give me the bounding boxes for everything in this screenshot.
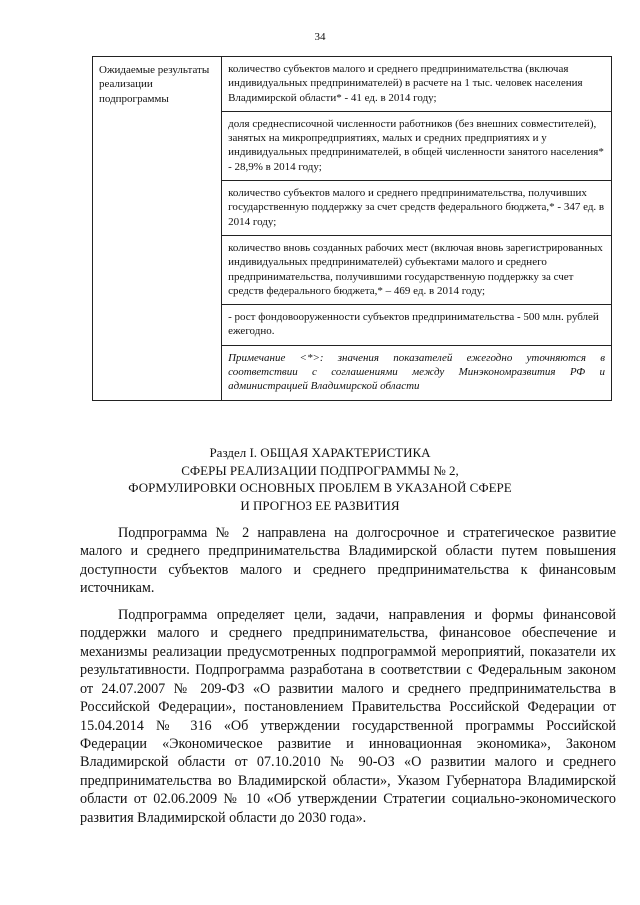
- table-label-cell: Ожидаемые результаты реализации подпрограммы: [93, 57, 222, 401]
- section-body: [80, 524, 616, 835]
- table-value-cell: [222, 57, 612, 401]
- result-item: количество субъектов малого и среднего предпринимательства (включая индивидуальных предпринимателей) в расчете на 1 тыс. человек населения Владимирской области* - 41 ед. в 2014 году;: [222, 57, 611, 112]
- heading-line: И ПРОГНОЗ ЕЕ РАЗВИТИЯ: [240, 497, 400, 513]
- heading-line: СФЕРЫ РЕАЛИЗАЦИИ ПОДПРОГРАММЫ № 2,: [181, 462, 459, 478]
- paragraph: Подпрограмма определяет цели, задачи, направления и формы финансовой поддержки малого и среднего предпринимательства, финансовое обеспечение и механизмы реализации предусмотренных подпрограммой мероприятий, показатели их результативности. Подпрограмма разработана в соответствии с Федеральным законом от 24.07.2007 № 209-ФЗ «О развитии малого и среднего предпринимательства в Российской Федерации», постановлением Правительства Российской Федерации от 15.04.2014 № 316 «Об утверждении государственной программы Российской Федерации «Экономическое развитие и инновационная экономика», Законом Владимирской области от 07.10.2010 № 90-ОЗ «О развитии малого и среднего предпринимательства во Владимирской области», Указом Губернатора Владимирской области от 02.06.2009 № 10 «Об утверждении Стратегии социально-экономического развития Владимирской области до 2030 года».: [80, 606, 616, 826]
- table-row: [93, 57, 612, 401]
- paragraph: Подпрограмма № 2 направлена на долгосрочное и стратегическое развитие малого и среднего предпринимательства Владимирской области путем повышения доступности субъектов малого и среднего предпринимательства к финансовым источникам.: [80, 525, 616, 597]
- results-table: [92, 56, 612, 401]
- heading-line: ФОРМУЛИРОВКИ ОСНОВНЫХ ПРОБЛЕМ В УКАЗАНОЙ СФЕРЕ: [128, 480, 512, 496]
- result-item: - рост фондовооруженности субъектов предпринимательства - 500 млн. рублей ежегодно.: [222, 305, 611, 346]
- heading-line: Раздел I. ОБЩАЯ ХАРАКТЕРИСТИКА: [209, 445, 431, 460]
- page-number: 34: [314, 31, 326, 43]
- table-note: Примечание <*>: значения показателей ежегодно уточняются в соответствии с соглашениями между Минэкономразвития РФ и администрацией Владимирской области: [228, 351, 605, 393]
- result-item: доля среднесписочной численности работников (без внешних совместителей), занятых на микропредприятиях, малых и средних предприятиях и у индивидуальных предпринимателей, в общей численности занятого населения* - 28,9% в 2014 году;: [222, 112, 611, 181]
- section-heading: [0, 444, 640, 514]
- result-item: количество вновь созданных рабочих мест (включая вновь зарегистрированных индивидуальных предпринимателей) субъектами малого и среднего предпринимательства, получившими государственную поддержку за счет средств федерального бюджета,* – 469 ед. в 2014 году;: [222, 236, 611, 305]
- result-item: количество субъектов малого и среднего предпринимательства, получивших государственную поддержку за счет средств федерального бюджета,* - 347 ед. в 2014 году;: [222, 181, 611, 236]
